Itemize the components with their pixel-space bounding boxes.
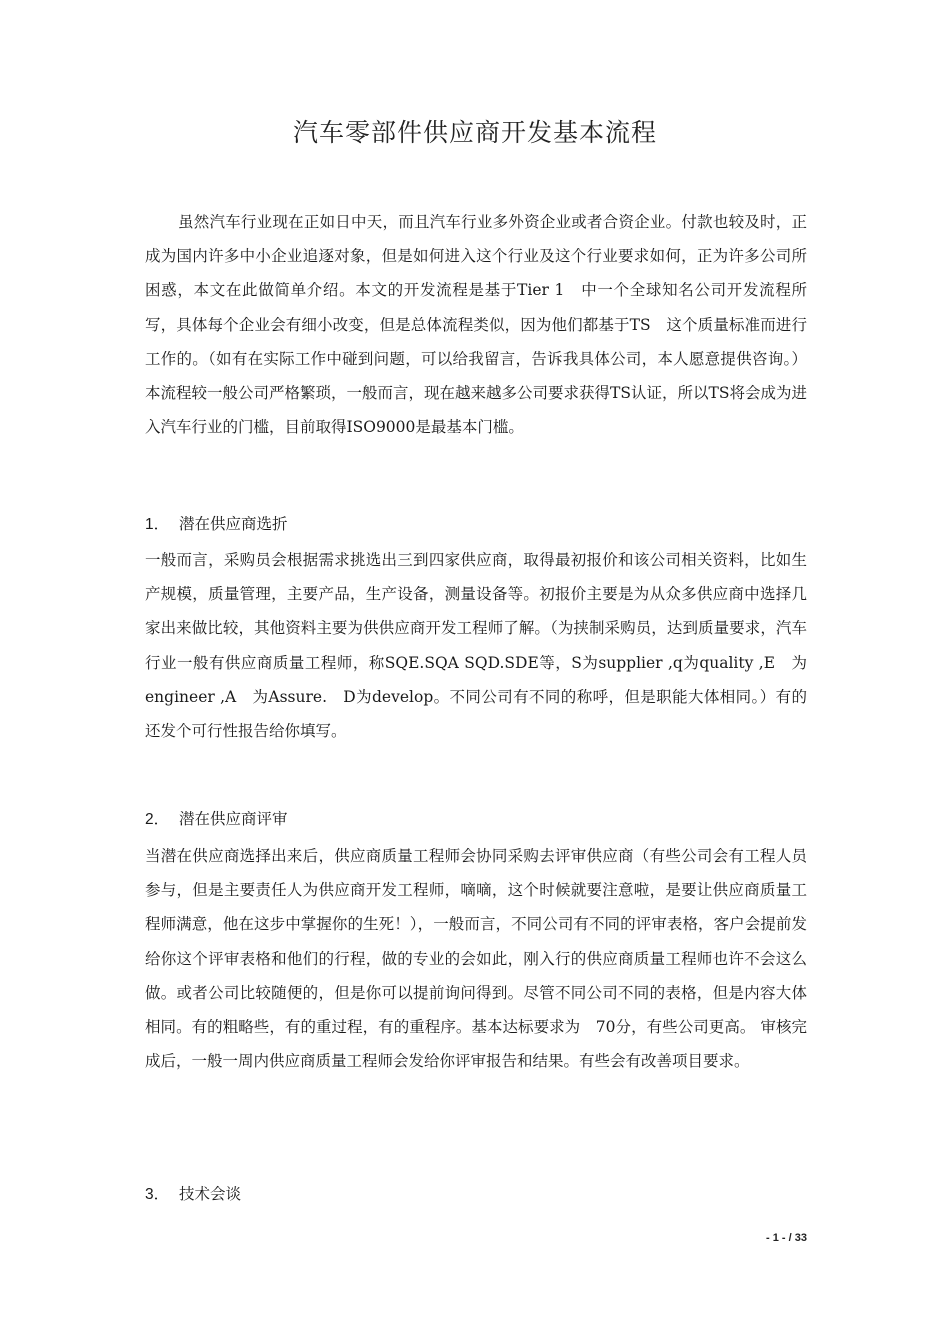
section-3-heading [145,1177,807,1212]
section-1-title: 潜在供应商选折 [179,515,288,533]
section-1-heading [145,507,807,542]
intro-paragraph: 虽然汽车行业现在正如日中天，而且汽车行业多外资企业或者合资企业。付款也较及时，正成为国内许多中小企业追逐对象，但是如何进入这个行业及这个行业要求如何，正为许多公司所困惑，本文在此做简单介绍。本文的开发流程是基于Tier 1 中一个全球知名公司开发流程所写，具体每个企业会有细小改变，但是总体流程类似，因为他们都基于TS 这个质量标准而进行工作的。（如有在实际工作中碰到问题，可以给我留言，告诉我具体公司，本人愿意提供咨询。）本流程较一般公司严格繁琐，一般而言，现在越来越多公司要求获得TS认证，所以TS将会成为进入汽车行业的门槛，目前取得ISO9000是最基本门槛。 [145,213,807,437]
page-number: - 1 - / 33 [766,1232,807,1244]
section-2-number: 2． [145,811,170,828]
section-3-number: 3． [145,1186,170,1203]
section-1-paragraph: 一般而言，采购员会根据需求挑选出三到四家供应商，取得最初报价和该公司相关资料，比如生产规模，质量管理，主要产品，生产设备，测量设备等。初报价主要是为从众多供应商中选择几家出来做比较，其他资料主要为供供应商开发工程师了解。（为挟制采购员，达到质量要求，汽车行业一般有供应商质量工程师，称SQE.SQA SQD.SDE等，S为supplier ,q为quality ,E 为engineer ,A 为Assure. D为develop。不同公司有不同的称呼，但是职能大体相同。）有的还发个可行性报告给你填写。 [145,551,807,741]
section-2-heading [145,802,807,837]
section-2-paragraph: 当潜在供应商选择出来后，供应商质量工程师会协同采购去评审供应商（有些公司会有工程人员参与，但是主要责任人为供应商开发工程师，嘀嘀，这个时候就要注意啦，是要让供应商质量工程师满意，他在这步中掌握你的生死！），一般而言，不同公司有不同的评审表格，客户会提前发给你这个评审表格和他们的行程，做的专业的会如此，刚入行的供应商质量工程师也许不会这么做。或者公司比较随便的，但是你可以提前询问得到。尽管不同公司不同的表格，但是内容大体相同。有的粗略些，有的重过程，有的重程序。基本达标要求为 70分，有些公司更高。 审核完成后，一般一周内供应商质量工程师会发给你评审报告和结果。有些会有改善项目要求。 [145,847,807,1071]
section-1-number: 1． [145,516,170,533]
document-title: 汽车零部件供应商开发基本流程 [292,118,657,147]
section-3-title: 技术会谈 [179,1185,242,1203]
section-2-title: 潜在供应商评审 [179,810,288,828]
